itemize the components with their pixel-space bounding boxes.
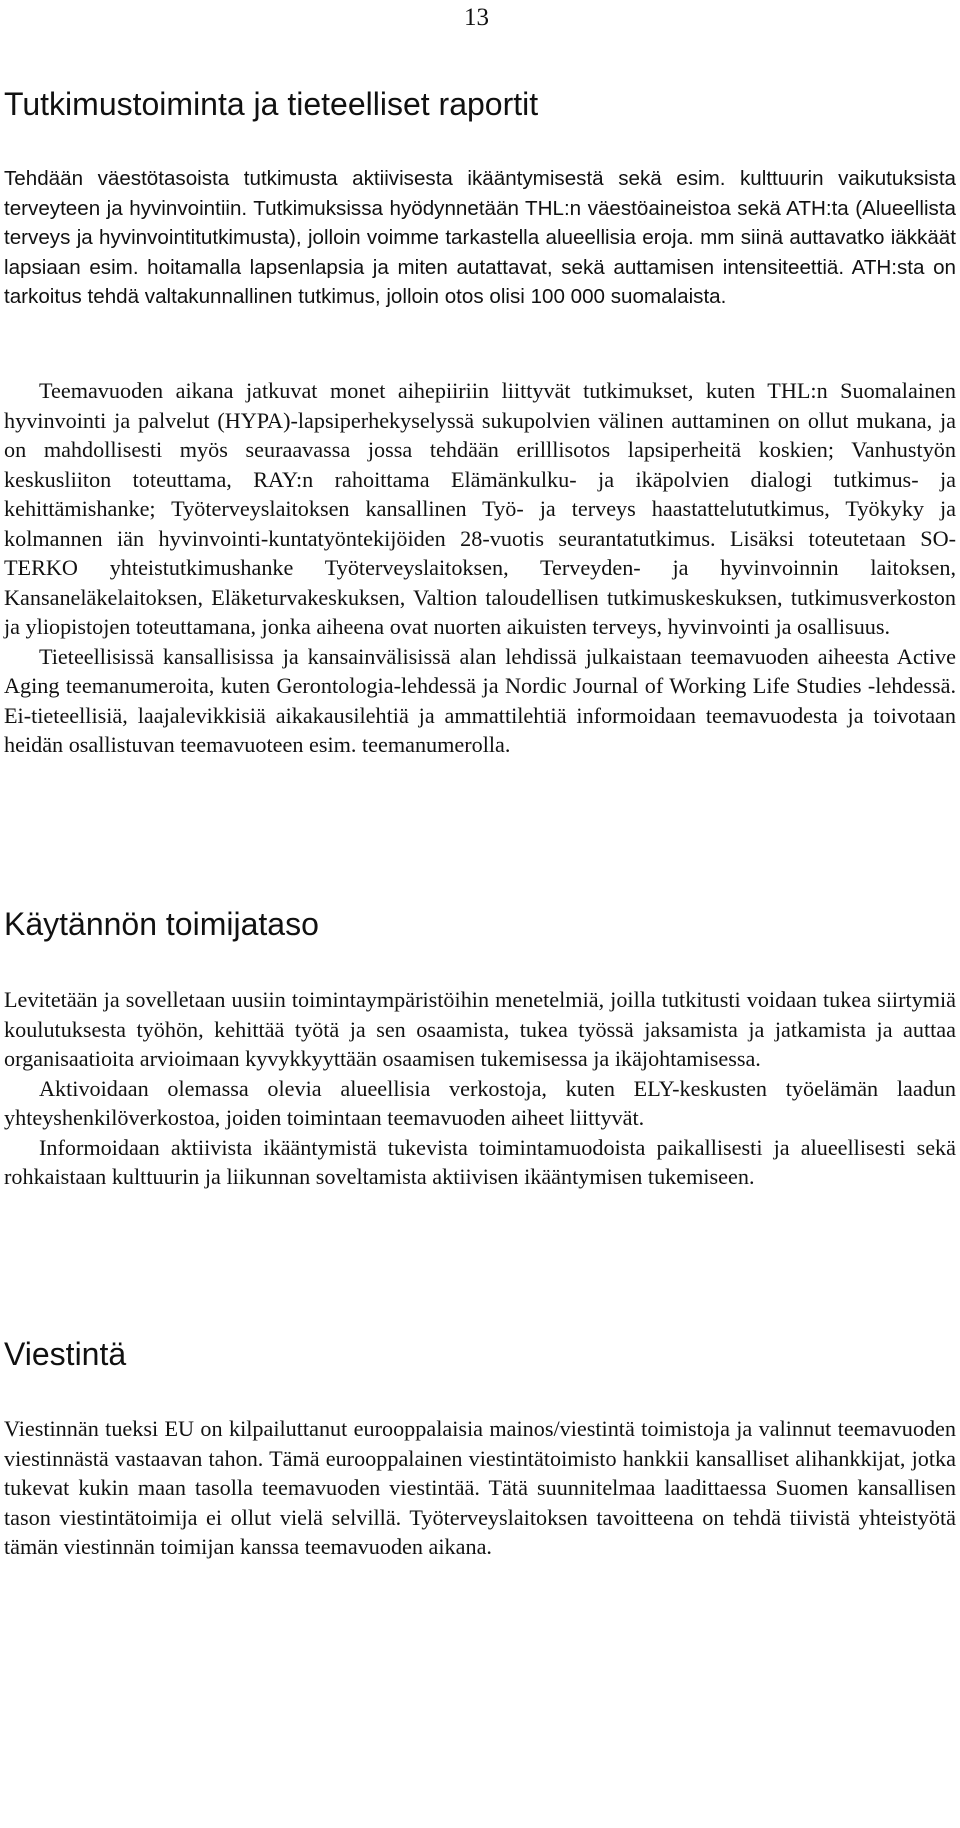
page-number: 13 <box>464 4 489 31</box>
practice-paragraph-1: Levitetään ja sovelletaan uusiin toimintaympäristöihin menetelmiä, joilla tutkitusti voidaan tukea siirtymiä koulutuksesta työhön, kehittää työtä ja sen osaamista, tukea työssä jaksamista ja jatkamista ja auttaa organisaatioita arvioimaan kyvykkyyttään osaamisen tukemisessa ja ikäjohtamisessa. <box>4 987 956 1071</box>
practice-paragraph-3: Informoidaan aktiivista ikääntymistä tukevista toimintamuodoista paikallisesti ja alueellisesti sekä rohkaistaan kulttuurin ja liikunnan soveltamista aktiivisen ikääntymisen tukemiseen. <box>4 1134 956 1189</box>
section-heading-communication: Viestintä <box>4 1336 127 1372</box>
section-heading-practice: Käytännön toimijataso <box>4 906 319 942</box>
practice-block <box>4 985 956 1192</box>
practice-paragraph-2: Aktivoidaan olemassa olevia alueellisia verkostoja, kuten ELY-keskusten työelämän laadun yhteyshenkilöverkostoa, joiden toimintaan teemavuoden aiheet liittyvät. <box>4 1075 956 1130</box>
section-heading-research: Tutkimustoiminta ja tieteelliset raportit <box>4 86 539 122</box>
communication-block <box>4 1414 956 1562</box>
research-intro-block <box>4 164 956 312</box>
communication-paragraph-1: Viestinnän tueksi EU on kilpailuttanut eurooppalaisia mainos/viestintä toimistoja ja valinnut teemavuoden viestinnästä vastaavan tahon. Tämä eurooppalainen viestintätoimisto hankkii kansalliset alihankkijat, jotka tukevat kukin maan tasolla teemavuoden viestintää. Tätä suunnitelmaa laadittaessa Suomen kansallisen tason viestintätoimija ei ollut vielä selvillä. Työterveyslaitoksen tavoitteena on tehdä tiivistä yhteistyötä tämän viestinnän toimijan kanssa teemavuoden aikana. <box>4 1416 956 1559</box>
research-paragraph-2: Teemavuoden aikana jatkuvat monet aihepiiriin liittyvät tutkimukset, kuten THL:n Suomalainen hyvinvointi ja palvelut (HYPA)-lapsiperhekyselyssä sukupolvien välinen auttaminen on ollut mukana, ja on mahdollisesti myös seuraavassa jossa tehdään erilllisotos lapsiperheitä koskien; Vanhustyön keskusliiton toteuttama, RAY:n rahoittama Elämänkulku- ja ikäpolvien dialogi tutkimus- ja kehittämishanke; Työterveyslaitoksen kansallinen Työ- ja terveys haastattelututkimus, Työkyky ja kolmannen iän hyvinvointi-kuntatyöntekijöiden 28-vuotis seurantatutkimus. Lisäksi toteutetaan SO-TERKO yhteistutkimushanke Työterveyslaitoksen, Terveyden- ja hyvinvoinnin laitoksen, Kansaneläkelaitoksen, Eläketurvakeskuksen, Valtion taloudellisen tutkimuskeskuksen, tutkimusverkoston ja yliopistojen toteuttamana, jonka aiheena ovat nuorten aikuisten terveys, hyvinvointi ja osallisuus. <box>4 378 956 639</box>
research-intro-paragraph: Tehdään väestötasoista tutkimusta aktiivisesta ikääntymisestä sekä esim. kulttuurin vaikutuksista terveyteen ja hyvinvointiin. Tutkimuksissa hyödynnetään THL:n väestöaineistoa sekä ATH:ta (Alueellista terveys ja hyvinvointitutkimusta), jolloin voimme tarkastella alueellisia eroja. mm siinä auttavatko iäkkäät lapsiaan esim. hoitamalla lapsenlapsia ja miten autattavat, sekä auttamisen intensiteettiä. ATH:sta on tarkoitus tehdä valtakunnallinen tutkimus, jolloin otos olisi 100 000 suomalaista. <box>4 167 956 308</box>
research-paragraph-3: Tieteellisissä kansallisissa ja kansainvälisissä alan lehdissä julkaistaan teemavuoden aiheesta Active Aging teemanumeroita, kuten Gerontologia-lehdessä ja Nordic Journal of Working Life Studies -lehdessä. Ei-tieteellisiä, laajalevikkisiä aikakausilehtiä ja ammattilehtiä informoidaan teemavuodesta ja toivotaan heidän osallistuvan teemavuoteen esim. teemanumerolla. <box>4 643 956 757</box>
research-body-block <box>4 376 956 760</box>
